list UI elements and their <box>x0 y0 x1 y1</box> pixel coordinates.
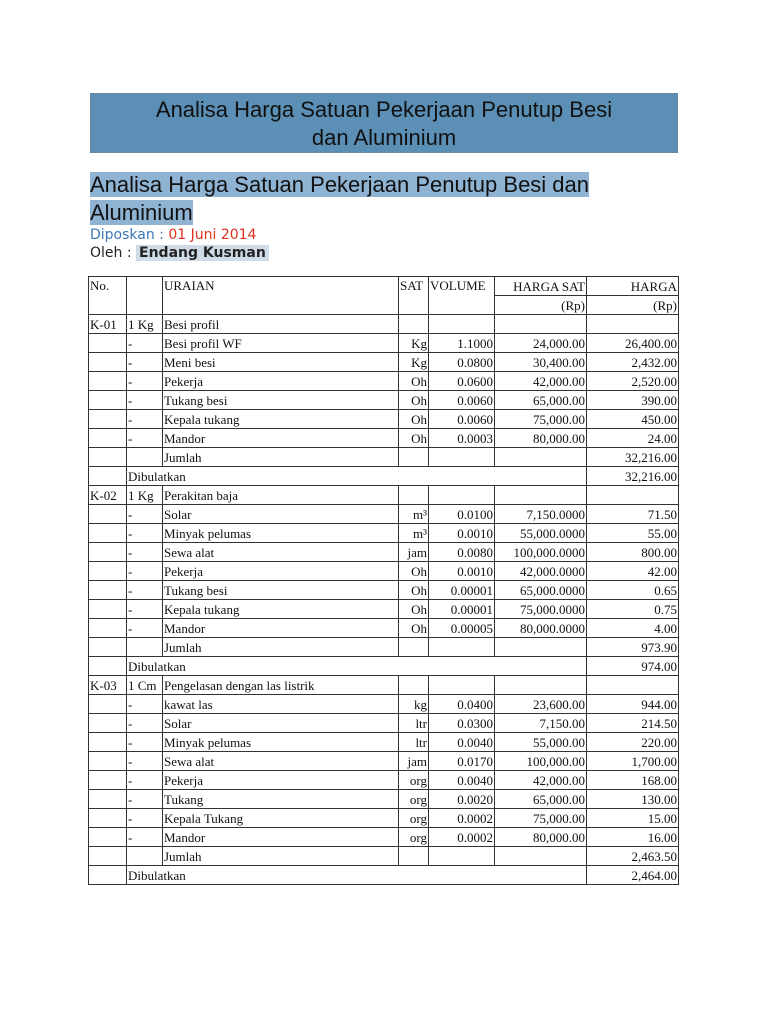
cell-sat <box>399 315 429 334</box>
cell-uraian: Minyak pelumas <box>163 524 399 543</box>
cell-volume: 0.0060 <box>429 391 495 410</box>
table-row <box>89 771 679 790</box>
cell-volume: 0.0040 <box>429 771 495 790</box>
cell-uraian: Solar <box>163 505 399 524</box>
cell-sat: Oh <box>399 562 429 581</box>
author-info <box>90 244 269 262</box>
cell-no <box>89 619 127 638</box>
heading-line-1: Analisa Harga Satuan Pekerjaan Penutup Besi dan <box>90 172 590 197</box>
cell-no <box>89 543 127 562</box>
cell-no <box>89 410 127 429</box>
cell-sat: Kg <box>399 353 429 372</box>
cell-harga: 214.50 <box>587 714 679 733</box>
cell-no <box>89 695 127 714</box>
cell-harga-sat <box>495 448 587 467</box>
cell-sat: org <box>399 828 429 847</box>
price-analysis-table <box>88 276 679 885</box>
cell-uraian: Minyak pelumas <box>163 733 399 752</box>
cell-qty: 1 Kg <box>127 315 163 334</box>
cell-qty: - <box>127 372 163 391</box>
posted-label: Diposkan : <box>90 227 164 243</box>
cell-dibulatkan-label: Dibulatkan <box>127 866 587 885</box>
cell-no <box>89 657 127 676</box>
cell-qty: - <box>127 524 163 543</box>
cell-qty: - <box>127 752 163 771</box>
cell-no <box>89 809 127 828</box>
table-row <box>89 315 679 334</box>
cell-qty: - <box>127 410 163 429</box>
cell-qty: - <box>127 391 163 410</box>
table-header-row <box>89 277 679 296</box>
title-banner <box>90 93 678 153</box>
table-row <box>89 790 679 809</box>
cell-harga: 55.00 <box>587 524 679 543</box>
cell-harga: 1,700.00 <box>587 752 679 771</box>
cell-no <box>89 334 127 353</box>
table-row <box>89 543 679 562</box>
table-row <box>89 486 679 505</box>
cell-sat: kg <box>399 695 429 714</box>
cell-volume <box>429 638 495 657</box>
table-row <box>89 733 679 752</box>
cell-sat: Oh <box>399 600 429 619</box>
cell-qty: - <box>127 581 163 600</box>
cell-no <box>89 752 127 771</box>
cell-harga: 390.00 <box>587 391 679 410</box>
cell-sat <box>399 676 429 695</box>
table-body <box>89 315 679 885</box>
header-harga: HARGA <box>587 277 679 296</box>
cell-no <box>89 505 127 524</box>
cell-harga-sat: 80,000.00 <box>495 429 587 448</box>
header-harga-sat: HARGA SAT <box>495 277 587 296</box>
cell-harga: 71.50 <box>587 505 679 524</box>
cell-sat: org <box>399 790 429 809</box>
cell-uraian: Mandor <box>163 619 399 638</box>
cell-sat: Oh <box>399 429 429 448</box>
cell-sat: org <box>399 809 429 828</box>
table-row <box>89 714 679 733</box>
cell-dibulatkan-label: Dibulatkan <box>127 657 587 676</box>
cell-harga: 2,520.00 <box>587 372 679 391</box>
cell-sat: ltr <box>399 714 429 733</box>
cell-uraian: Tukang besi <box>163 581 399 600</box>
cell-harga-sat: 7,150.00 <box>495 714 587 733</box>
cell-sat: Oh <box>399 391 429 410</box>
cell-qty: - <box>127 733 163 752</box>
cell-volume: 1.1000 <box>429 334 495 353</box>
header-no: No. <box>89 277 127 315</box>
cell-harga: 24.00 <box>587 429 679 448</box>
cell-qty: - <box>127 809 163 828</box>
cell-harga: 32,216.00 <box>587 448 679 467</box>
heading-line-2: Aluminium <box>90 200 193 225</box>
cell-harga-sat: 30,400.00 <box>495 353 587 372</box>
cell-sat: Oh <box>399 581 429 600</box>
cell-sat: m³ <box>399 505 429 524</box>
cell-dibulatkan-label: Dibulatkan <box>127 467 587 486</box>
cell-qty <box>127 847 163 866</box>
cell-no <box>89 429 127 448</box>
cell-sat <box>399 638 429 657</box>
cell-qty: - <box>127 790 163 809</box>
table-row <box>89 828 679 847</box>
cell-uraian: Pekerja <box>163 771 399 790</box>
cell-no: K-01 <box>89 315 127 334</box>
cell-volume: 0.0003 <box>429 429 495 448</box>
cell-volume: 0.0040 <box>429 733 495 752</box>
cell-qty: - <box>127 429 163 448</box>
cell-sat <box>399 486 429 505</box>
cell-qty: 1 Cm <box>127 676 163 695</box>
cell-harga-sat: 55,000.00 <box>495 733 587 752</box>
cell-harga-sat: 24,000.00 <box>495 334 587 353</box>
banner-line-2: dan Aluminium <box>311 125 457 150</box>
cell-harga-sat: 80,000.0000 <box>495 619 587 638</box>
cell-no <box>89 562 127 581</box>
cell-no <box>89 828 127 847</box>
cell-sat: Oh <box>399 372 429 391</box>
cell-uraian: Jumlah <box>163 638 399 657</box>
cell-harga-sat: 42,000.00 <box>495 372 587 391</box>
table-row <box>89 429 679 448</box>
cell-no <box>89 600 127 619</box>
table-row <box>89 372 679 391</box>
cell-qty: - <box>127 695 163 714</box>
cell-harga-sat: 100,000.0000 <box>495 543 587 562</box>
cell-harga: 2,464.00 <box>587 866 679 885</box>
cell-sat: jam <box>399 752 429 771</box>
cell-no <box>89 448 127 467</box>
cell-harga: 974.00 <box>587 657 679 676</box>
cell-harga-sat: 65,000.00 <box>495 391 587 410</box>
table-row <box>89 391 679 410</box>
table-row <box>89 619 679 638</box>
cell-uraian: Solar <box>163 714 399 733</box>
cell-sat: Oh <box>399 619 429 638</box>
cell-harga: 16.00 <box>587 828 679 847</box>
cell-volume: 0.0020 <box>429 790 495 809</box>
cell-qty: - <box>127 562 163 581</box>
cell-volume: 0.0002 <box>429 809 495 828</box>
cell-qty: 1 Kg <box>127 486 163 505</box>
cell-harga <box>587 315 679 334</box>
cell-no <box>89 353 127 372</box>
cell-harga: 32,216.00 <box>587 467 679 486</box>
cell-harga: 973.90 <box>587 638 679 657</box>
cell-qty: - <box>127 714 163 733</box>
cell-no <box>89 771 127 790</box>
cell-harga: 168.00 <box>587 771 679 790</box>
cell-volume: 0.00001 <box>429 581 495 600</box>
cell-harga-sat: 75,000.00 <box>495 809 587 828</box>
cell-harga: 2,463.50 <box>587 847 679 866</box>
cell-volume: 0.0060 <box>429 410 495 429</box>
cell-harga <box>587 486 679 505</box>
cell-harga-sat: 100,000.00 <box>495 752 587 771</box>
table-row <box>89 467 679 486</box>
cell-harga-sat: 42,000.0000 <box>495 562 587 581</box>
table-row <box>89 448 679 467</box>
cell-volume: 0.0800 <box>429 353 495 372</box>
cell-sat <box>399 448 429 467</box>
cell-uraian: Pekerja <box>163 562 399 581</box>
cell-volume: 0.0010 <box>429 524 495 543</box>
cell-no <box>89 790 127 809</box>
cell-harga <box>587 676 679 695</box>
cell-qty <box>127 448 163 467</box>
cell-harga-sat: 23,600.00 <box>495 695 587 714</box>
cell-qty: - <box>127 353 163 372</box>
cell-qty: - <box>127 619 163 638</box>
table-row <box>89 562 679 581</box>
cell-uraian: Besi profil <box>163 315 399 334</box>
cell-volume: 0.00005 <box>429 619 495 638</box>
header-blank <box>127 277 163 315</box>
cell-uraian: Perakitan baja <box>163 486 399 505</box>
posted-date-link[interactable]: 01 Juni 2014 <box>168 227 257 243</box>
cell-volume: 0.00001 <box>429 600 495 619</box>
header-harga-sat-unit: (Rp) <box>495 296 587 315</box>
cell-uraian: Sewa alat <box>163 752 399 771</box>
cell-sat: jam <box>399 543 429 562</box>
cell-uraian: Mandor <box>163 429 399 448</box>
cell-harga: 130.00 <box>587 790 679 809</box>
cell-uraian: Kepala tukang <box>163 410 399 429</box>
cell-qty: - <box>127 334 163 353</box>
cell-volume: 0.0010 <box>429 562 495 581</box>
cell-no <box>89 638 127 657</box>
cell-qty: - <box>127 505 163 524</box>
cell-no <box>89 847 127 866</box>
cell-qty: - <box>127 600 163 619</box>
cell-uraian: Meni besi <box>163 353 399 372</box>
cell-uraian: Kepala Tukang <box>163 809 399 828</box>
cell-harga-sat: 65,000.00 <box>495 790 587 809</box>
cell-harga-sat: 75,000.00 <box>495 410 587 429</box>
table-row <box>89 505 679 524</box>
cell-volume: 0.0002 <box>429 828 495 847</box>
table-row <box>89 524 679 543</box>
cell-harga-sat <box>495 315 587 334</box>
cell-harga: 0.75 <box>587 600 679 619</box>
cell-volume: 0.0080 <box>429 543 495 562</box>
cell-no: K-02 <box>89 486 127 505</box>
table-row <box>89 657 679 676</box>
cell-sat: Oh <box>399 410 429 429</box>
cell-sat: m³ <box>399 524 429 543</box>
posted-info <box>90 226 256 244</box>
cell-no <box>89 467 127 486</box>
cell-volume <box>429 676 495 695</box>
table-row <box>89 676 679 695</box>
cell-uraian: Tukang <box>163 790 399 809</box>
cell-harga-sat <box>495 847 587 866</box>
cell-harga: 944.00 <box>587 695 679 714</box>
table-row <box>89 410 679 429</box>
cell-qty: - <box>127 771 163 790</box>
author-name-link[interactable]: Endang Kusman <box>136 245 269 261</box>
cell-uraian: Mandor <box>163 828 399 847</box>
cell-sat: org <box>399 771 429 790</box>
header-volume: VOLUME <box>429 277 495 315</box>
cell-sat: ltr <box>399 733 429 752</box>
cell-volume <box>429 315 495 334</box>
cell-harga-sat: 65,000.0000 <box>495 581 587 600</box>
cell-uraian: Sewa alat <box>163 543 399 562</box>
cell-no <box>89 524 127 543</box>
cell-harga: 800.00 <box>587 543 679 562</box>
header-uraian: URAIAN <box>163 277 399 315</box>
cell-harga: 4.00 <box>587 619 679 638</box>
cell-uraian: Kepala tukang <box>163 600 399 619</box>
table-row <box>89 581 679 600</box>
page-heading <box>90 171 670 227</box>
cell-harga: 2,432.00 <box>587 353 679 372</box>
cell-qty: - <box>127 828 163 847</box>
cell-volume <box>429 448 495 467</box>
cell-no <box>89 733 127 752</box>
table-row <box>89 847 679 866</box>
cell-uraian: Besi profil WF <box>163 334 399 353</box>
cell-volume <box>429 486 495 505</box>
cell-volume: 0.0170 <box>429 752 495 771</box>
banner-line-1: Analisa Harga Satuan Pekerjaan Penutup Besi <box>155 97 613 122</box>
table-row <box>89 600 679 619</box>
cell-volume <box>429 847 495 866</box>
cell-no <box>89 391 127 410</box>
cell-harga: 220.00 <box>587 733 679 752</box>
table-row <box>89 638 679 657</box>
cell-harga: 26,400.00 <box>587 334 679 353</box>
cell-harga-sat: 55,000.0000 <box>495 524 587 543</box>
cell-no <box>89 581 127 600</box>
cell-no <box>89 372 127 391</box>
cell-volume: 0.0100 <box>429 505 495 524</box>
cell-harga-sat <box>495 638 587 657</box>
cell-uraian: Pengelasan dengan las listrik <box>163 676 399 695</box>
cell-harga-sat <box>495 486 587 505</box>
cell-volume: 0.0400 <box>429 695 495 714</box>
cell-volume: 0.0300 <box>429 714 495 733</box>
table-row <box>89 752 679 771</box>
cell-harga-sat <box>495 676 587 695</box>
cell-volume: 0.0600 <box>429 372 495 391</box>
cell-sat: Kg <box>399 334 429 353</box>
cell-no <box>89 714 127 733</box>
cell-uraian: Tukang besi <box>163 391 399 410</box>
cell-harga-sat: 80,000.00 <box>495 828 587 847</box>
cell-qty: - <box>127 543 163 562</box>
cell-no <box>89 866 127 885</box>
cell-uraian: Pekerja <box>163 372 399 391</box>
table-row <box>89 866 679 885</box>
author-label: Oleh : <box>90 245 132 261</box>
table-row <box>89 695 679 714</box>
cell-qty <box>127 638 163 657</box>
cell-uraian: Jumlah <box>163 448 399 467</box>
cell-sat <box>399 847 429 866</box>
cell-uraian: kawat las <box>163 695 399 714</box>
cell-harga: 42.00 <box>587 562 679 581</box>
table-row <box>89 353 679 372</box>
cell-harga: 450.00 <box>587 410 679 429</box>
cell-uraian: Jumlah <box>163 847 399 866</box>
cell-harga-sat: 75,000.0000 <box>495 600 587 619</box>
header-sat: SAT <box>399 277 429 315</box>
cell-no: K-03 <box>89 676 127 695</box>
cell-harga-sat: 42,000.00 <box>495 771 587 790</box>
table-row <box>89 809 679 828</box>
cell-harga: 15.00 <box>587 809 679 828</box>
cell-harga: 0.65 <box>587 581 679 600</box>
table-row <box>89 334 679 353</box>
header-harga-unit: (Rp) <box>587 296 679 315</box>
cell-harga-sat: 7,150.0000 <box>495 505 587 524</box>
